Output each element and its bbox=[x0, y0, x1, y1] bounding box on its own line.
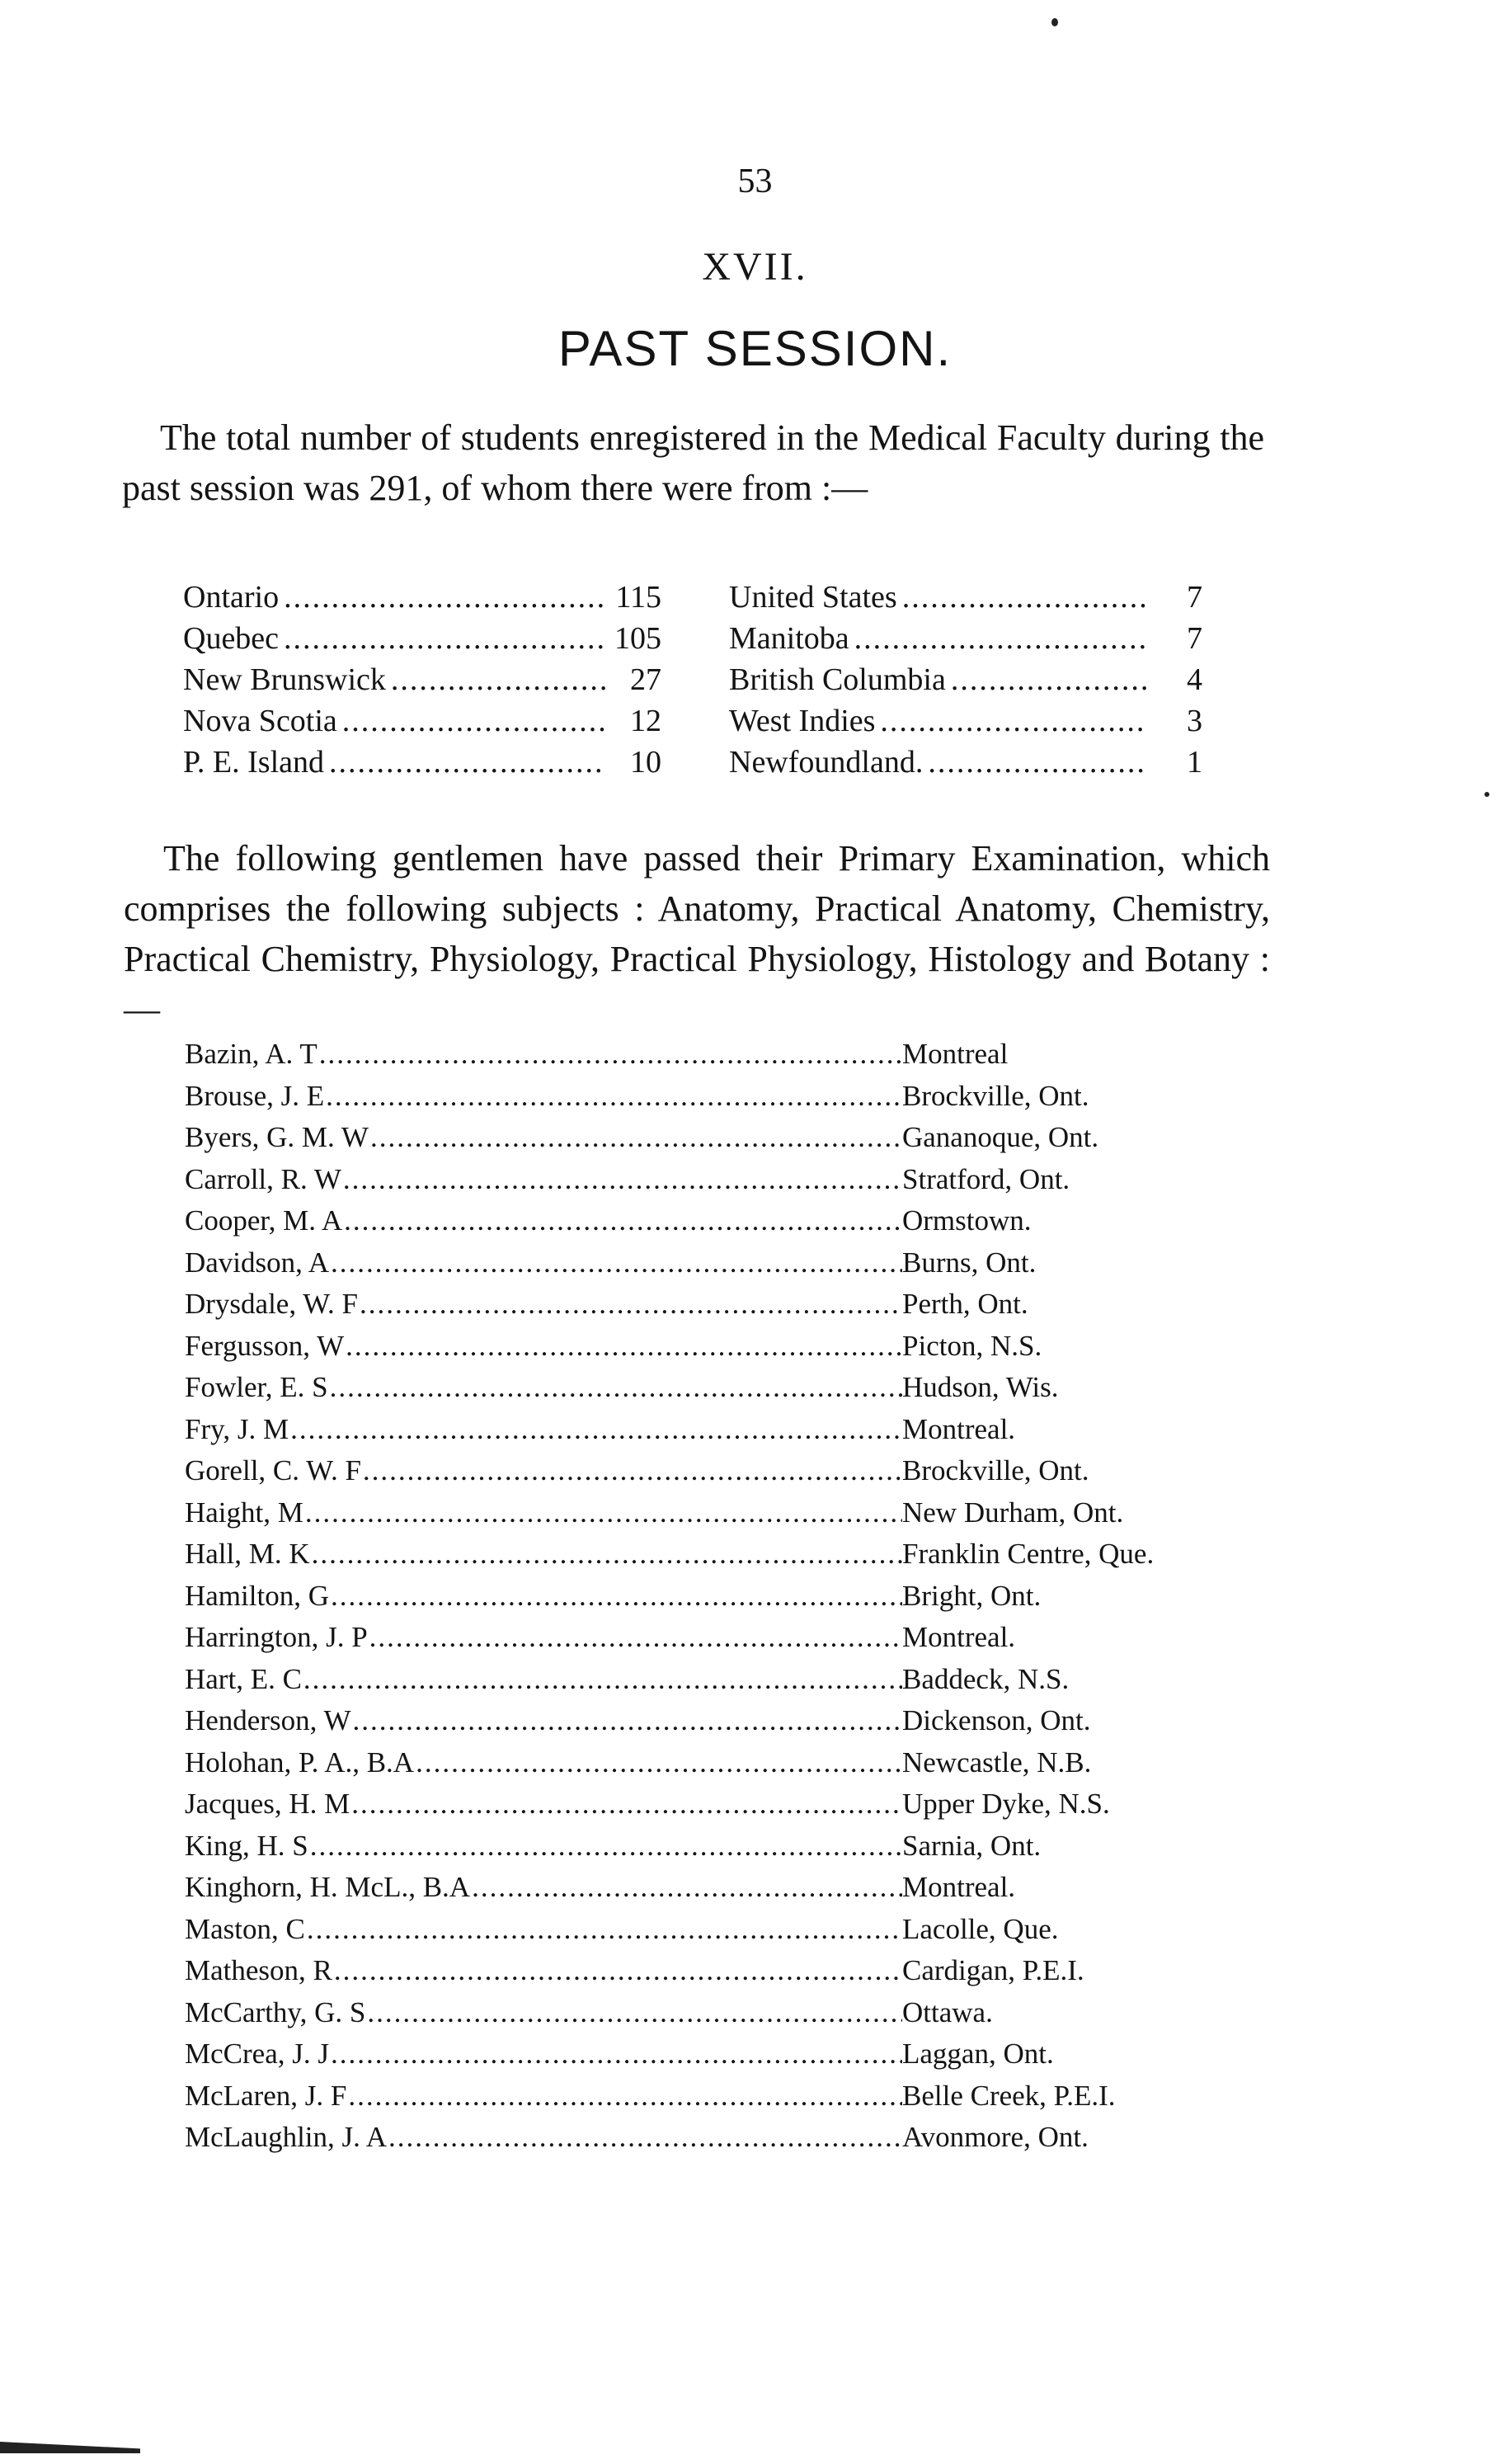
student-place: Burns, Ont. bbox=[902, 1246, 1037, 1279]
student-row bbox=[185, 1080, 1257, 1122]
province-name: New Brunswick bbox=[183, 662, 386, 697]
province-name: West Indies bbox=[729, 704, 876, 738]
student-name: Hart, E. C bbox=[185, 1662, 302, 1695]
scan-mark-bottom bbox=[0, 2442, 140, 2453]
province-name: Ontario bbox=[183, 580, 280, 615]
student-name: Brouse, J. E bbox=[185, 1079, 325, 1112]
province-name: United States bbox=[729, 580, 897, 615]
dot-leader bbox=[386, 662, 605, 698]
student-place: Hudson, Wis. bbox=[902, 1371, 1059, 1403]
student-name: Kinghorn, H. McL., B.A bbox=[185, 1871, 471, 1903]
dot-leader bbox=[344, 1330, 902, 1363]
dot-leader bbox=[337, 703, 605, 739]
student-row bbox=[185, 1246, 1257, 1289]
student-row bbox=[185, 1038, 1257, 1080]
student-place: Montreal bbox=[902, 1038, 1009, 1070]
section-numeral: XVII. bbox=[702, 245, 808, 289]
student-place: Bright, Ont. bbox=[902, 1579, 1042, 1612]
student-name: Bazin, A. T bbox=[185, 1038, 318, 1070]
dot-leader bbox=[341, 1163, 902, 1196]
student-place: Laggan, Ont. bbox=[902, 2038, 1054, 2070]
student-place: Stratford, Ont. bbox=[902, 1162, 1070, 1195]
province-count: 10 bbox=[630, 745, 661, 780]
student-place: Picton, N.S. bbox=[902, 1329, 1042, 1362]
student-place: Franklin Centre, Que. bbox=[902, 1538, 1155, 1570]
dot-leader bbox=[923, 744, 1146, 780]
student-row bbox=[185, 1538, 1257, 1580]
student-name: Gorell, C. W. F bbox=[185, 1454, 361, 1486]
dot-leader bbox=[849, 620, 1146, 657]
student-name: Henderson, W bbox=[185, 1704, 351, 1736]
student-place: Montreal. bbox=[902, 1871, 1016, 1903]
dot-leader bbox=[368, 1621, 902, 1654]
dot-leader bbox=[351, 1704, 902, 1737]
province-name: P. E. Island bbox=[183, 745, 324, 780]
student-name: Haight, M bbox=[185, 1496, 303, 1529]
province-row bbox=[729, 662, 1202, 703]
student-name: Carroll, R. W bbox=[185, 1162, 341, 1195]
student-row bbox=[185, 1746, 1257, 1788]
dot-leader bbox=[346, 2080, 902, 2113]
dot-leader bbox=[361, 1454, 902, 1487]
student-name: Matheson, R bbox=[185, 1954, 332, 1986]
student-place: Gananoque, Ont. bbox=[902, 1121, 1099, 1153]
province-count: 4 bbox=[1187, 662, 1202, 697]
student-row bbox=[185, 1288, 1257, 1330]
province-count: 7 bbox=[1187, 580, 1202, 615]
dot-leader bbox=[308, 1830, 902, 1863]
student-name: Hall, M. K bbox=[185, 1538, 310, 1570]
student-row bbox=[185, 1204, 1257, 1246]
student-row bbox=[185, 1871, 1257, 1913]
student-name: Harrington, J. P bbox=[185, 1621, 368, 1653]
student-name: Maston, C bbox=[185, 1912, 305, 1945]
student-row bbox=[185, 1413, 1257, 1455]
province-row bbox=[183, 620, 661, 662]
student-name: Holohan, P. A., B.A bbox=[185, 1746, 415, 1779]
province-row bbox=[183, 703, 661, 744]
student-row bbox=[185, 1621, 1257, 1663]
student-row bbox=[185, 2121, 1257, 2163]
student-place: New Durham, Ont. bbox=[902, 1496, 1124, 1529]
student-name: Fowler, E. S bbox=[185, 1371, 328, 1403]
dot-leader bbox=[365, 1996, 902, 2029]
student-row bbox=[185, 1163, 1257, 1205]
dot-leader bbox=[875, 703, 1146, 739]
student-name: Fry, J. M bbox=[185, 1412, 289, 1445]
province-count: 12 bbox=[630, 704, 661, 738]
scan-mark-edge bbox=[1484, 792, 1489, 797]
dot-leader bbox=[329, 1246, 902, 1279]
student-row bbox=[185, 1704, 1257, 1746]
dot-leader bbox=[329, 1580, 902, 1613]
student-row bbox=[185, 1121, 1257, 1163]
student-name: Drysdale, W. F bbox=[185, 1288, 358, 1320]
student-place: Dickenson, Ont. bbox=[902, 1704, 1091, 1736]
dot-leader bbox=[318, 1038, 902, 1071]
province-row bbox=[729, 744, 1202, 785]
student-row bbox=[185, 1830, 1257, 1872]
student-place: Montreal. bbox=[902, 1412, 1016, 1445]
student-place: Ormstown. bbox=[902, 1204, 1032, 1237]
intro-paragraph: The total number of students enregistered in the Medical Faculty during the past session was 291, of whom there were from :— bbox=[122, 417, 1264, 508]
dot-leader bbox=[358, 1288, 902, 1321]
student-place: Brockville, Ont. bbox=[902, 1454, 1089, 1486]
dot-leader bbox=[305, 1913, 902, 1946]
student-place: Baddeck, N.S. bbox=[902, 1662, 1070, 1695]
student-name: Byers, G. M. W bbox=[185, 1121, 369, 1153]
student-row bbox=[185, 1330, 1257, 1372]
dot-leader bbox=[897, 579, 1146, 615]
dot-leader bbox=[302, 1663, 902, 1696]
province-count: 1 bbox=[1187, 745, 1202, 780]
dot-leader bbox=[329, 2038, 902, 2071]
province-column-right bbox=[729, 579, 1202, 785]
dot-leader bbox=[324, 744, 605, 780]
student-place: Sarnia, Ont. bbox=[902, 1829, 1042, 1862]
dot-leader bbox=[342, 1204, 902, 1237]
dot-leader bbox=[369, 1121, 902, 1154]
student-name: Hamilton, G bbox=[185, 1579, 329, 1612]
student-name: King, H. S bbox=[185, 1829, 308, 1862]
student-row bbox=[185, 1580, 1257, 1622]
province-table bbox=[0, 579, 1510, 794]
dot-leader bbox=[310, 1538, 902, 1571]
student-row bbox=[185, 2038, 1257, 2080]
dot-leader bbox=[387, 2121, 902, 2154]
province-count: 3 bbox=[1187, 704, 1202, 738]
dot-leader bbox=[279, 579, 605, 615]
student-row bbox=[185, 1788, 1257, 1830]
province-name: Manitoba bbox=[729, 621, 849, 656]
province-row bbox=[729, 620, 1202, 662]
student-place: Lacolle, Que. bbox=[902, 1912, 1059, 1945]
student-place: Ottawa. bbox=[902, 1995, 993, 2028]
dot-leader bbox=[350, 1788, 902, 1821]
dot-leader bbox=[332, 1954, 902, 1987]
student-row bbox=[185, 2080, 1257, 2122]
province-row bbox=[183, 744, 661, 785]
student-row bbox=[185, 1913, 1257, 1955]
province-name: British Columbia bbox=[729, 662, 946, 697]
student-place: Perth, Ont. bbox=[902, 1288, 1028, 1320]
student-name: McLaughlin, J. A bbox=[185, 2121, 387, 2153]
province-row bbox=[183, 662, 661, 703]
dot-leader bbox=[328, 1371, 902, 1404]
student-name: Fergusson, W bbox=[185, 1329, 345, 1362]
student-name: Cooper, M. A bbox=[185, 1204, 343, 1237]
dot-leader bbox=[414, 1746, 902, 1779]
dot-leader bbox=[303, 1496, 902, 1529]
province-row bbox=[729, 579, 1202, 620]
student-place: Avonmore, Ont. bbox=[902, 2121, 1089, 2153]
province-row bbox=[183, 579, 661, 620]
province-count: 7 bbox=[1187, 621, 1202, 656]
student-name: McCarthy, G. S bbox=[185, 1995, 366, 2028]
student-row bbox=[185, 1454, 1257, 1496]
dot-leader bbox=[470, 1871, 902, 1904]
student-place: Cardigan, P.E.I. bbox=[902, 1954, 1084, 1986]
student-name: McLaren, J. F bbox=[185, 2079, 347, 2112]
student-place: Montreal. bbox=[902, 1621, 1016, 1653]
province-name: Newfoundland. bbox=[729, 745, 924, 780]
province-count: 27 bbox=[630, 662, 661, 697]
province-count: 115 bbox=[615, 580, 661, 615]
student-place: Upper Dyke, N.S. bbox=[902, 1788, 1110, 1820]
student-row bbox=[185, 1954, 1257, 1996]
province-name: Nova Scotia bbox=[183, 704, 337, 738]
province-row bbox=[729, 703, 1202, 744]
student-name: McCrea, J. J bbox=[185, 2038, 329, 2070]
dot-leader bbox=[324, 1080, 902, 1113]
student-row bbox=[185, 1663, 1257, 1705]
province-column-left bbox=[183, 579, 661, 785]
section-title: PAST SESSION. bbox=[557, 321, 953, 376]
dot-leader bbox=[946, 662, 1146, 698]
exam-paragraph: The following gentlemen have passed their Primary Examination, which comprises the following subjects : Anatomy, Practical Anatomy, Chemistry, Practical Chemistry, Physiology, Practical Physiology, Histology and Botany :— bbox=[124, 838, 1270, 1029]
student-row bbox=[185, 1371, 1257, 1413]
student-name: Davidson, A bbox=[185, 1246, 329, 1279]
student-list bbox=[185, 1038, 1257, 2163]
student-name: Jacques, H. M bbox=[185, 1788, 350, 1820]
province-name: Quebec bbox=[183, 621, 280, 656]
student-place: Newcastle, N.B. bbox=[902, 1746, 1092, 1779]
page-number: 53 bbox=[737, 163, 773, 200]
student-row bbox=[185, 1496, 1257, 1538]
dot-leader bbox=[279, 620, 605, 657]
dot-leader bbox=[289, 1413, 902, 1446]
student-place: Belle Creek, P.E.I. bbox=[902, 2079, 1116, 2112]
province-count: 105 bbox=[614, 621, 661, 656]
student-row bbox=[185, 1996, 1257, 2038]
student-place: Brockville, Ont. bbox=[902, 1079, 1089, 1112]
scan-mark-top bbox=[1051, 18, 1058, 26]
